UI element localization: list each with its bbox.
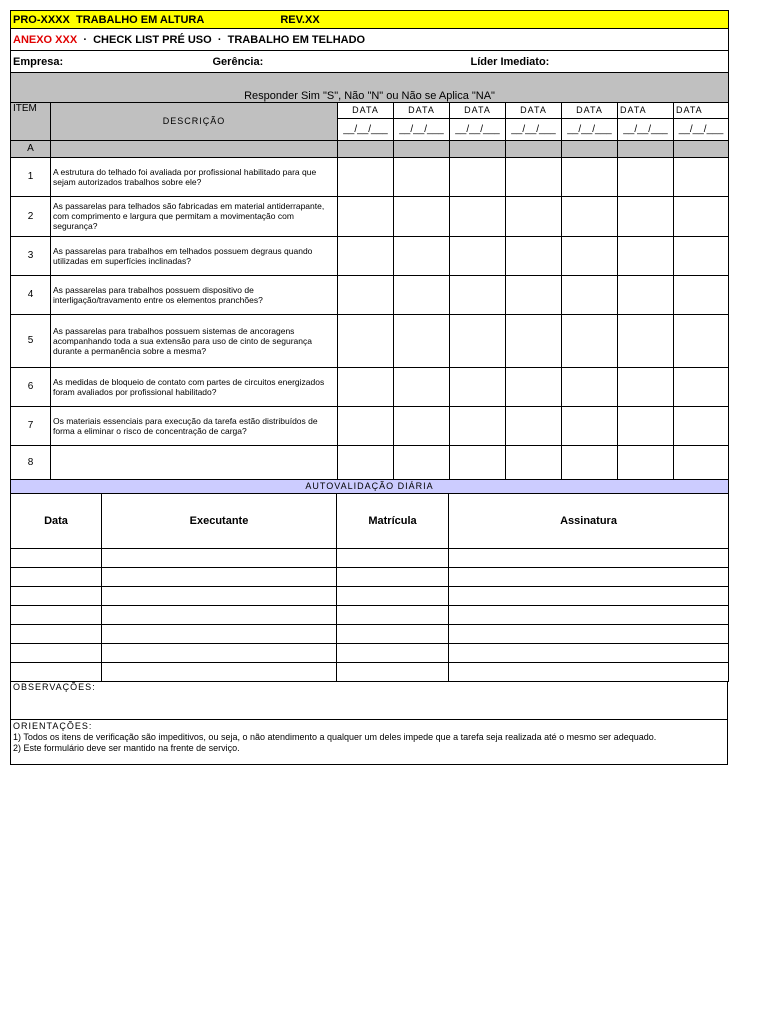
answer-cell[interactable] (506, 314, 562, 367)
answer-cell[interactable] (618, 445, 674, 479)
answer-cell[interactable] (338, 445, 394, 479)
section-row-blank (562, 140, 618, 157)
date-column-header: DATA (394, 102, 450, 118)
answer-cell[interactable] (618, 157, 674, 196)
answer-cell[interactable] (674, 196, 729, 236)
validation-matricula-cell[interactable] (337, 663, 449, 682)
validation-header-assinatura: Assinatura (449, 494, 729, 549)
section-row-blank (618, 140, 674, 157)
title-bar (11, 11, 729, 29)
answer-cell[interactable] (450, 275, 506, 314)
item-description: As passarelas para telhados são fabricadas em material antiderrapante, com comprimento e largura que permitam a movimentação com segurança? (51, 196, 338, 236)
answer-cell[interactable] (506, 196, 562, 236)
date-input[interactable]: __/__/___ (674, 118, 729, 140)
checklist-row (11, 445, 729, 479)
answer-cell[interactable] (450, 196, 506, 236)
validation-executante-cell[interactable] (102, 663, 337, 682)
answer-cell[interactable] (674, 314, 729, 367)
answer-cell[interactable] (338, 275, 394, 314)
validation-rows (11, 549, 729, 682)
validation-date-cell[interactable] (11, 663, 102, 682)
date-input[interactable]: __/__/___ (450, 118, 506, 140)
validation-header-date: Data (11, 494, 102, 549)
answer-cell[interactable] (394, 367, 450, 406)
checklist-row (11, 314, 729, 367)
validation-assinatura-cell[interactable] (449, 644, 729, 663)
empresa-field[interactable] (11, 51, 211, 73)
annex-label: ANEXO XXX (13, 33, 78, 46)
checklist-row (11, 196, 729, 236)
validation-matricula-cell[interactable] (337, 587, 449, 606)
answer-cell[interactable] (674, 406, 729, 445)
answer-cell[interactable] (562, 367, 618, 406)
answer-cell[interactable] (394, 445, 450, 479)
validation-date-cell[interactable] (11, 568, 102, 587)
validation-row (11, 587, 729, 606)
section-letter: A (11, 140, 51, 157)
answer-cell[interactable] (618, 406, 674, 445)
date-input[interactable]: __/__/___ (562, 118, 618, 140)
validation-executante-cell[interactable] (102, 568, 337, 587)
answer-cell[interactable] (674, 236, 729, 275)
item-description: As passarelas para trabalhos em telhados possuem degraus quando utilizadas em superfícies inclinadas? (51, 236, 338, 275)
answer-cell[interactable] (394, 157, 450, 196)
answer-cell[interactable] (618, 196, 674, 236)
checklist-row (11, 406, 729, 445)
answer-cell[interactable] (338, 236, 394, 275)
gerencia-label: Gerência: (212, 55, 264, 68)
validation-row (11, 625, 729, 644)
validation-date-cell[interactable] (11, 606, 102, 625)
validation-matricula-cell[interactable] (337, 568, 449, 587)
answer-cell[interactable] (394, 275, 450, 314)
lider-label: Líder Imediato: (470, 55, 550, 68)
date-input[interactable]: __/__/___ (394, 118, 450, 140)
answer-cell[interactable] (562, 275, 618, 314)
item-number: 2 (11, 196, 51, 236)
answer-cell[interactable] (506, 406, 562, 445)
section-row-blank (51, 140, 338, 157)
orientacao-item: 2) Este formulário deve ser mantido na frente de serviço. (13, 742, 240, 753)
answer-cell[interactable] (562, 445, 618, 479)
answer-cell[interactable] (506, 157, 562, 196)
item-column-header: ITEM (11, 102, 51, 140)
validation-matricula-cell[interactable] (337, 549, 449, 568)
answer-cell[interactable] (506, 275, 562, 314)
form-header-table (10, 10, 729, 73)
answer-cell[interactable] (618, 236, 674, 275)
gerencia-field[interactable] (211, 51, 469, 73)
answer-cell[interactable] (674, 157, 729, 196)
notes-table (10, 682, 728, 765)
item-number: 1 (11, 157, 51, 196)
validation-row (11, 644, 729, 663)
validation-row (11, 568, 729, 587)
checklist-row (11, 157, 729, 196)
validation-date-cell[interactable] (11, 587, 102, 606)
answer-cell[interactable] (562, 406, 618, 445)
lider-field[interactable] (469, 51, 729, 73)
separator-dot: · (217, 33, 222, 46)
empresa-label: Empresa: (13, 55, 64, 68)
document-code: PRO-XXXX (13, 13, 70, 26)
answer-cell[interactable] (618, 314, 674, 367)
section-row-blank (674, 140, 729, 157)
item-number: 8 (11, 445, 51, 479)
answer-cell[interactable] (674, 367, 729, 406)
instruction-text: Responder Sim "S", Não "N" ou Não se Aplica "NA" (11, 73, 729, 102)
section-row-blank (450, 140, 506, 157)
validation-title: AUTOVALIDAÇÃO DIÁRIA (11, 480, 729, 494)
date-column-header: DATA (618, 102, 674, 118)
validation-header-matricula: Matrícula (337, 494, 449, 549)
annex-bar (11, 29, 729, 51)
checklist-table (10, 73, 729, 480)
annex-subtitle: TRABALHO EM TELHADO (227, 33, 366, 46)
section-row-blank (394, 140, 450, 157)
item-number: 6 (11, 367, 51, 406)
checklist-form (10, 10, 728, 765)
validation-row (11, 549, 729, 568)
item-description: A estrutura do telhado foi avaliada por profissional habilitado para que sejam autorizados trabalhos sobre ele? (51, 157, 338, 196)
answer-cell[interactable] (450, 445, 506, 479)
validation-assinatura-cell[interactable] (449, 606, 729, 625)
validation-executante-cell[interactable] (102, 587, 337, 606)
separator-dot: · (83, 33, 87, 46)
answer-cell[interactable] (338, 196, 394, 236)
answer-cell[interactable] (562, 236, 618, 275)
answer-cell[interactable] (674, 445, 729, 479)
answer-cell[interactable] (562, 314, 618, 367)
date-column-header: DATA (674, 102, 729, 118)
validation-row (11, 663, 729, 682)
answer-cell[interactable] (506, 445, 562, 479)
orientacao-item: 1) Todos os itens de verificação são impeditivos, ou seja, o não atendimento a qualquer um deles impede que a tarefa seja realizada até o mesmo ser adequado. (13, 731, 657, 742)
date-input[interactable]: __/__/___ (618, 118, 674, 140)
validation-date-cell[interactable] (11, 644, 102, 663)
answer-cell[interactable] (394, 406, 450, 445)
validation-executante-cell[interactable] (102, 644, 337, 663)
answer-cell[interactable] (338, 367, 394, 406)
document-title: TRABALHO EM ALTURA (75, 13, 205, 26)
answer-cell[interactable] (394, 196, 450, 236)
validation-assinatura-cell[interactable] (449, 663, 729, 682)
answer-cell[interactable] (618, 367, 674, 406)
checklist-row (11, 275, 729, 314)
answer-cell[interactable] (338, 314, 394, 367)
answer-cell[interactable] (506, 236, 562, 275)
orientacoes-label: ORIENTAÇÕES: (13, 720, 93, 731)
answer-cell[interactable] (450, 406, 506, 445)
validation-assinatura-cell[interactable] (449, 549, 729, 568)
answer-cell[interactable] (450, 236, 506, 275)
answer-cell[interactable] (338, 406, 394, 445)
section-row-blank (506, 140, 562, 157)
item-description (51, 445, 338, 479)
validation-assinatura-cell[interactable] (449, 625, 729, 644)
answer-cell[interactable] (506, 367, 562, 406)
item-number: 5 (11, 314, 51, 367)
observacoes-label: OBSERVAÇÕES: (13, 682, 96, 692)
answer-cell[interactable] (562, 157, 618, 196)
validation-executante-cell[interactable] (102, 625, 337, 644)
validation-assinatura-cell[interactable] (449, 587, 729, 606)
answer-cell[interactable] (450, 367, 506, 406)
section-row-blank (338, 140, 394, 157)
observacoes-field[interactable] (11, 682, 728, 719)
validation-matricula-cell[interactable] (337, 644, 449, 663)
item-number: 7 (11, 406, 51, 445)
revision-label: REV.XX (280, 13, 320, 26)
date-column-header: DATA (562, 102, 618, 118)
checklist-items (11, 157, 729, 479)
answer-cell[interactable] (450, 157, 506, 196)
validation-executante-cell[interactable] (102, 606, 337, 625)
validation-assinatura-cell[interactable] (449, 568, 729, 587)
validation-matricula-cell[interactable] (337, 625, 449, 644)
validation-row (11, 606, 729, 625)
checklist-row (11, 236, 729, 275)
validation-matricula-cell[interactable] (337, 606, 449, 625)
date-column-header: DATA (506, 102, 562, 118)
item-number: 3 (11, 236, 51, 275)
validation-table (10, 480, 729, 683)
validation-date-cell[interactable] (11, 625, 102, 644)
date-input[interactable]: __/__/___ (506, 118, 562, 140)
item-description: As medidas de bloqueio de contato com partes de circuitos energizados foram avaliados por profissional habilitado? (51, 367, 338, 406)
checklist-row (11, 367, 729, 406)
item-number: 4 (11, 275, 51, 314)
validation-date-cell[interactable] (11, 549, 102, 568)
date-column-header: DATA (450, 102, 506, 118)
answer-cell[interactable] (450, 314, 506, 367)
item-description: As passarelas para trabalhos possuem dispositivo de interligação/travamento entre os elementos pranchões? (51, 275, 338, 314)
date-input[interactable]: __/__/___ (338, 118, 394, 140)
answer-cell[interactable] (394, 314, 450, 367)
validation-executante-cell[interactable] (102, 549, 337, 568)
date-column-header: DATA (338, 102, 394, 118)
validation-header-executante: Executante (102, 494, 337, 549)
answer-cell[interactable] (674, 275, 729, 314)
orientacoes-block (11, 719, 728, 764)
item-description: As passarelas para trabalhos possuem sistemas de ancoragens acompanhando toda a sua extensão para uso de cinto de segurança durante a permanência sobre a mesma? (51, 314, 338, 367)
answer-cell[interactable] (618, 275, 674, 314)
description-column-header: DESCRIÇÃO (51, 102, 338, 140)
answer-cell[interactable] (338, 157, 394, 196)
annex-title: CHECK LIST PRÉ USO (93, 33, 212, 46)
item-description: Os materiais essenciais para execução da tarefa estão distribuídos de forma a eliminar o risco de concentração de carga? (51, 406, 338, 445)
answer-cell[interactable] (394, 236, 450, 275)
answer-cell[interactable] (562, 196, 618, 236)
